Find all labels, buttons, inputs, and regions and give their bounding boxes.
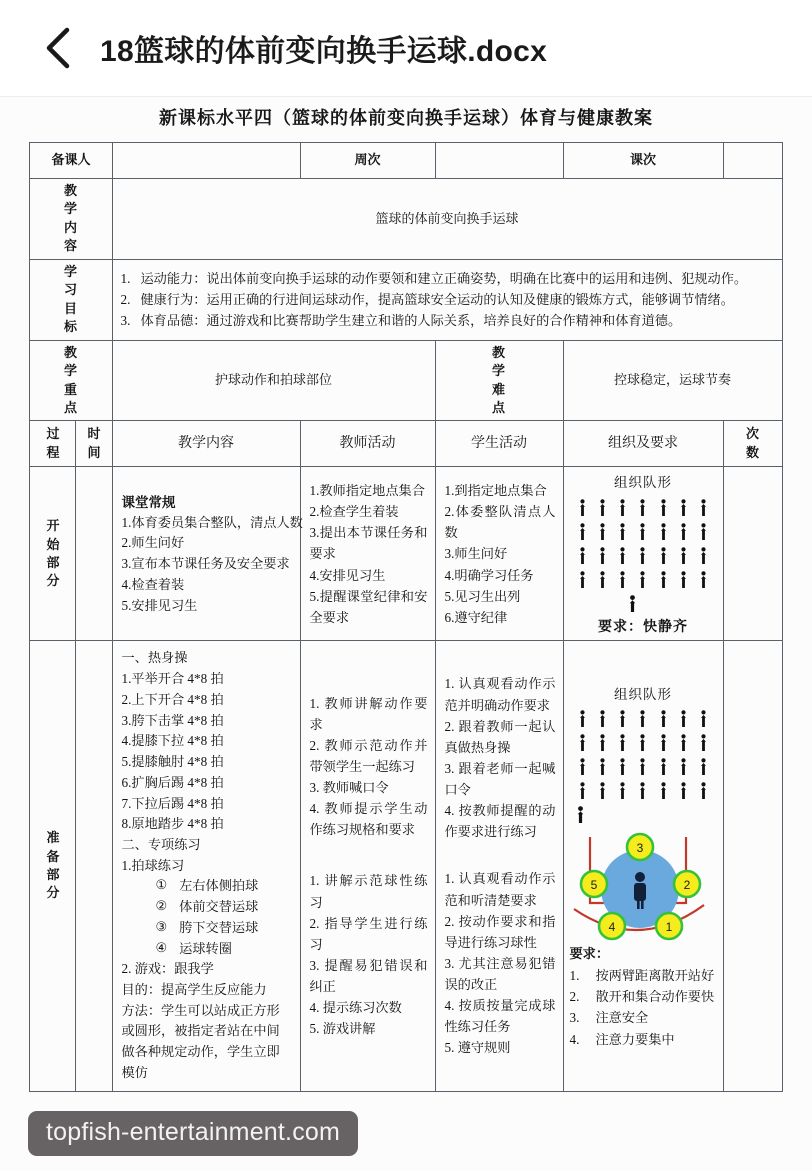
warmup-title: 一、热身操 <box>121 650 188 666</box>
hard-point-label: 教学难点 <box>435 340 563 421</box>
goal-number: 1. <box>120 270 131 286</box>
person-icon <box>679 710 688 727</box>
marker-3 <box>627 834 653 860</box>
table-row-headers <box>30 421 782 467</box>
list-item: 1. 认真观看动作示范和听清楚要求 <box>444 871 556 908</box>
person-icon <box>638 547 647 564</box>
basketball-court-diagram <box>568 831 719 941</box>
list-item: 1. 认真观看动作示范并明确动作要求 <box>444 676 556 713</box>
person-icon <box>578 782 587 799</box>
person-icon <box>699 758 708 775</box>
list-item: 1.平举开合 4*8 拍 <box>121 671 224 687</box>
goal-number: 2. <box>120 292 131 308</box>
table-row-focus <box>30 340 782 421</box>
list-item <box>570 1029 719 1050</box>
person-icon <box>699 734 708 751</box>
svg-text:5: 5 <box>590 878 598 893</box>
list-item <box>121 268 776 289</box>
svg-text:3: 3 <box>636 841 644 856</box>
list-item: 2. 按动作要求和指导进行练习球性 <box>444 913 556 950</box>
list-item: 5.提膝触肘 4*8 拍 <box>121 754 224 770</box>
list-item: 3. 跟着老师一起喊口令 <box>444 760 556 798</box>
req-text: 注意力要集中 <box>595 1031 675 1047</box>
begin-content-heading: 课堂常规 <box>121 494 176 510</box>
circled-number-4: ④ <box>155 939 168 955</box>
begin-teaching-content <box>112 467 303 641</box>
formation-row <box>578 734 709 751</box>
list-item <box>121 289 776 310</box>
person-icon <box>598 571 607 588</box>
lesson-plan-table <box>29 142 782 1092</box>
list-item <box>121 310 776 331</box>
key-point-label: 教学重点 <box>30 340 112 421</box>
list-item: 2.检查学生着装 <box>309 504 399 520</box>
person-icon <box>578 571 587 588</box>
person-icon <box>679 571 688 588</box>
requirements-list <box>568 965 719 1050</box>
req-text: 注意安全 <box>595 1010 649 1026</box>
prepare-count <box>723 641 782 1091</box>
circled-number-1: ① <box>155 877 168 893</box>
prepared-by-value[interactable] <box>112 143 300 179</box>
table-row-teaching-content <box>30 179 782 260</box>
person-icon <box>699 547 708 564</box>
svg-text:4: 4 <box>608 920 616 935</box>
special-practice-title: 二、专项练习 <box>121 836 201 852</box>
section-time-prepare <box>76 641 112 1091</box>
goals-cell <box>112 259 782 340</box>
table-row-info <box>30 143 782 179</box>
leader-icon <box>628 595 637 612</box>
teaching-content-value: 篮球的体前变向换手运球 <box>112 179 782 260</box>
begin-student-activity <box>435 467 563 641</box>
person-icon <box>578 523 587 540</box>
req-number: 2. <box>569 989 580 1005</box>
req-text: 散开和集合动作要快 <box>595 989 715 1005</box>
list-item: 4. 提示练习次数 <box>309 1000 402 1016</box>
list-item: 3.提出本节课任务和要求 <box>309 525 428 562</box>
document-heading: 新课标水平四（篮球的体前变向换手运球）体育与健康教案 <box>159 108 653 128</box>
list-item: 7.下拉后踢 4*8 拍 <box>121 795 224 811</box>
list-item: 4.明确学习任务 <box>444 567 534 583</box>
prepare-organization <box>563 641 723 1091</box>
person-icon <box>578 547 587 564</box>
requirements-heading: 要求： <box>569 946 610 962</box>
person-icon <box>699 571 708 588</box>
list-item <box>122 897 293 918</box>
prepare-teacher-activity <box>300 641 435 1091</box>
person-icon <box>679 782 688 799</box>
person-icon <box>618 523 627 540</box>
list-item: 2.体委整队清点人数 <box>444 504 556 541</box>
person-icon <box>699 499 708 516</box>
person-icon <box>638 734 647 751</box>
list-item: 3.师生问好 <box>444 546 508 562</box>
formation-row <box>578 710 709 727</box>
list-item: 2.上下开合 4*8 拍 <box>121 691 224 707</box>
formation-grid <box>568 499 719 588</box>
list-item: 4.提膝下拉 4*8 拍 <box>121 733 224 749</box>
header-time: 时间 <box>76 421 112 467</box>
begin-teacher-activity <box>300 467 435 641</box>
document-title: 18篮球的体前变向换手运球.docx <box>100 35 548 68</box>
circled-text: 胯下交替运球 <box>179 919 259 935</box>
list-item: 1. 讲解示范球性练习 <box>309 873 428 910</box>
list-item: 1.教师指定地点集合 <box>309 483 425 499</box>
person-icon <box>598 782 607 799</box>
person-icon <box>638 758 647 775</box>
formation-grid <box>568 710 719 799</box>
person-icon <box>679 499 688 516</box>
list-item <box>122 876 293 897</box>
req-number: 3. <box>569 1010 580 1026</box>
person-icon <box>598 734 607 751</box>
person-icon <box>679 758 688 775</box>
person-icon <box>578 758 587 775</box>
leader-figure-row <box>568 595 719 612</box>
formation-row <box>578 547 709 564</box>
list-item: 1. 教师讲解动作要求 <box>309 695 428 732</box>
table-row-goals <box>30 259 782 340</box>
person-icon <box>659 571 668 588</box>
list-item: 2. 教师示范动作并带领学生一起练习 <box>309 737 428 774</box>
formation-row <box>578 571 709 588</box>
spacer <box>310 840 428 870</box>
person-icon <box>659 523 668 540</box>
lesson-value[interactable] <box>723 143 782 179</box>
svg-text:1: 1 <box>665 920 673 935</box>
req-number: 4. <box>569 1031 580 1047</box>
formation-row <box>578 782 709 799</box>
circled-number-3: ③ <box>155 918 168 934</box>
formation-title: 组织队形 <box>614 687 672 703</box>
header-student-activity: 学生活动 <box>435 421 563 467</box>
list-item: 5.安排见习生 <box>121 597 198 613</box>
person-icon <box>598 710 607 727</box>
prepare-student-activity <box>435 641 563 1091</box>
begin-requirement: 要求：快静齐 <box>598 619 688 635</box>
person-icon <box>638 710 647 727</box>
list-item: 2.师生问好 <box>121 535 185 551</box>
person-icon <box>638 571 647 588</box>
spacer <box>445 842 556 868</box>
list-item: 4. 按教师提醒的动作要求进行练习 <box>444 803 556 840</box>
hard-point-value: 控球稳定，运球节奏 <box>563 340 782 421</box>
goals-list <box>117 268 778 332</box>
list-item <box>122 918 293 939</box>
court-svg <box>568 831 718 941</box>
req-text: 按两臂距离散开站好 <box>595 968 715 984</box>
person-icon <box>659 499 668 516</box>
list-item: 5. 遵守规则 <box>444 1040 511 1056</box>
person-icon <box>618 710 627 727</box>
list-item <box>122 939 293 960</box>
formation-title: 组织队形 <box>614 475 672 491</box>
header-process: 过程 <box>30 421 76 467</box>
teaching-content-label: 教学内容 <box>30 179 112 260</box>
prepared-by-label: 备课人 <box>30 143 112 179</box>
list-item: 4.检查着装 <box>121 576 185 592</box>
person-icon <box>618 547 627 564</box>
person-icon <box>578 734 587 751</box>
person-icon <box>618 571 627 588</box>
list-item: 6.扩胸后踢 4*8 拍 <box>121 774 224 790</box>
circled-number-2: ② <box>155 898 168 914</box>
person-icon <box>598 547 607 564</box>
goal-text: 体育品德：通过游戏和比赛帮助学生建立和谐的人际关系，培养良好的合作精神和体育道德。 <box>140 313 682 329</box>
formation-row <box>578 499 709 516</box>
list-item: 4.安排见习生 <box>309 567 386 583</box>
req-number: 1. <box>569 968 580 984</box>
marker-1 <box>656 913 682 939</box>
person-icon <box>618 734 627 751</box>
list-item: 1.体育委员集合整队，清点人数 <box>121 514 303 530</box>
person-icon <box>598 758 607 775</box>
person-icon <box>638 523 647 540</box>
list-item: 2. 指导学生进行练习 <box>309 915 428 952</box>
person-icon <box>659 547 668 564</box>
person-icon <box>679 547 688 564</box>
lesson-label: 课次 <box>563 143 723 179</box>
leader-figure-row <box>568 806 719 823</box>
list-item: 1.到指定地点集合 <box>444 483 547 499</box>
circled-text: 左右体侧拍球 <box>179 878 259 894</box>
header-count: 次数 <box>723 421 782 467</box>
top-bar <box>0 0 812 97</box>
section-time-begin <box>76 467 112 641</box>
list-item: 4. 教师提示学生动作练习规格和要求 <box>309 801 428 838</box>
list-item: 4. 按质按量完成球性练习任务 <box>444 998 556 1035</box>
list-item: 8.原地踏步 4*8 拍 <box>121 816 224 832</box>
svg-text:2: 2 <box>683 878 691 893</box>
game-purpose: 目的：提高学生反应能力 <box>121 981 267 997</box>
person-icon <box>659 782 668 799</box>
person-icon <box>618 782 627 799</box>
back-button[interactable] <box>38 25 78 71</box>
person-icon <box>578 710 587 727</box>
person-icon <box>638 782 647 799</box>
week-value[interactable] <box>435 143 563 179</box>
person-icon <box>699 523 708 540</box>
header-teaching-content: 教学内容 <box>112 421 300 467</box>
list-item <box>570 965 719 986</box>
table-row-section-begin <box>30 467 782 641</box>
ball-practice-title: 1.拍球练习 <box>121 857 185 873</box>
formation-row <box>578 523 709 540</box>
table-row-section-prepare <box>30 641 782 1091</box>
list-item: 3.胯下击掌 4*8 拍 <box>121 712 224 728</box>
marker-5 <box>581 871 607 897</box>
marker-4 <box>599 913 625 939</box>
person-icon <box>598 499 607 516</box>
key-point-value: 护球动作和拍球部位 <box>112 340 435 421</box>
goal-number: 3. <box>120 313 131 329</box>
list-item: 3.宣布本节课任务及安全要求 <box>121 556 290 572</box>
goals-label: 学习目标 <box>30 259 112 340</box>
begin-count <box>723 467 782 641</box>
circled-text: 运球转圈 <box>179 940 232 956</box>
person-icon <box>699 782 708 799</box>
list-item: 3. 教师喊口令 <box>309 780 389 796</box>
section-name-prepare: 准备部分 <box>30 641 76 1091</box>
list-item <box>570 986 719 1007</box>
person-icon <box>659 758 668 775</box>
person-icon <box>618 499 627 516</box>
person-icon <box>638 499 647 516</box>
marker-2 <box>674 871 700 897</box>
watermark-badge: topfish-entertainment.com <box>28 1111 358 1156</box>
person-icon <box>659 710 668 727</box>
goal-text: 健康行为：运用正确的行进间运球动作，提高篮球安全运动的认知及健康的锻炼方式，能够调节情绪。 <box>140 292 734 308</box>
list-item: 3. 尤其注意易犯错误的改正 <box>444 955 556 993</box>
list-item: 6.遵守纪律 <box>444 609 508 625</box>
list-item <box>570 1007 719 1028</box>
person-icon <box>699 710 708 727</box>
person-icon <box>578 499 587 516</box>
person-icon <box>679 523 688 540</box>
game-title: 2. 游戏：跟我学 <box>121 961 214 977</box>
list-item: 5.提醒课堂纪律和安全要求 <box>309 588 428 625</box>
person-icon <box>679 734 688 751</box>
section-name-begin: 开始部分 <box>30 467 76 641</box>
list-item: 3. 提醒易犯错误和纠正 <box>309 957 428 995</box>
person-icon <box>659 734 668 751</box>
document-viewer[interactable] <box>0 97 812 1170</box>
chevron-left-icon <box>45 27 71 69</box>
list-item: 5.见习生出列 <box>444 588 521 604</box>
person-icon <box>618 758 627 775</box>
circled-text: 体前交替运球 <box>179 899 259 915</box>
prepare-teaching-content <box>112 641 300 1091</box>
list-item: 2. 跟着教师一起认真做热身操 <box>444 718 556 755</box>
begin-organization <box>563 467 723 641</box>
leader-icon <box>576 806 585 823</box>
formation-row <box>578 758 709 775</box>
header-organization: 组织及要求 <box>563 421 723 467</box>
person-icon <box>598 523 607 540</box>
list-item: 5. 游戏讲解 <box>309 1021 376 1037</box>
goal-text: 运动能力：说出体前变向换手运球的动作要领和建立正确姿势，明确在比赛中的运用和违例、犯规动作。 <box>140 270 748 286</box>
header-teacher-activity: 教师活动 <box>300 421 435 467</box>
game-method: 方法：学生可以站成正方形或圆形，被指定者站在中间做各种规定动作，学生立即模仿 <box>121 1002 280 1080</box>
week-label: 周次 <box>300 143 435 179</box>
